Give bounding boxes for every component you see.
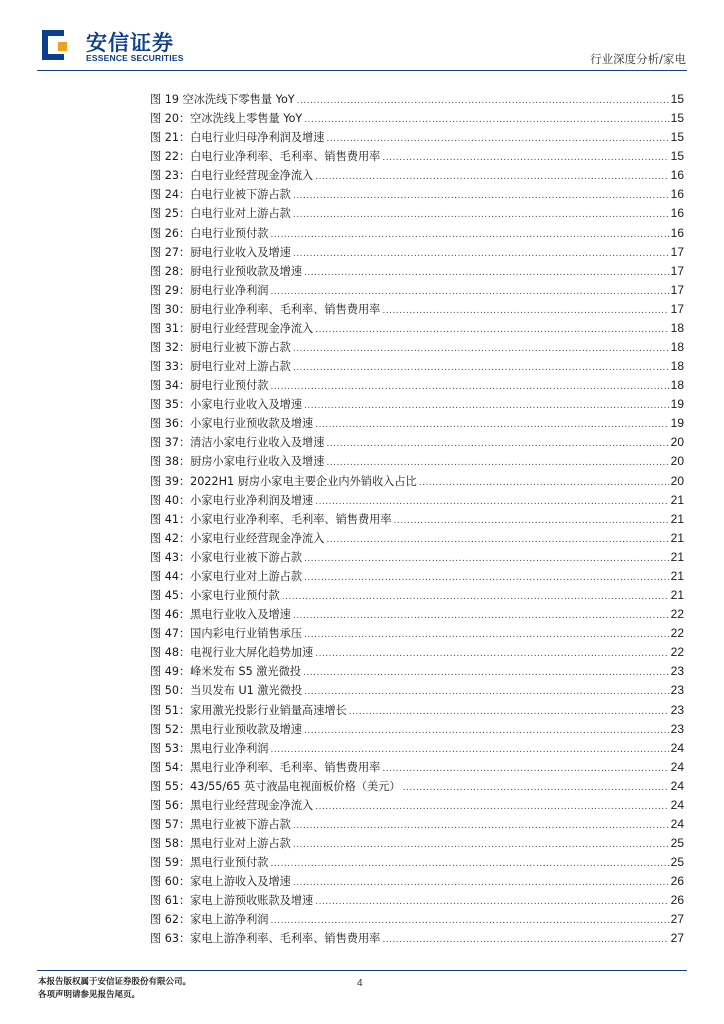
toc-leader-dots: [297, 92, 669, 111]
toc-leader-dots: [382, 302, 668, 321]
toc-entry-page: 19: [670, 416, 684, 431]
toc-entry[interactable]: [150, 338, 684, 357]
footer-divider: [37, 970, 687, 971]
toc-leader-dots: [315, 168, 668, 187]
toc-entry-page: 26: [670, 893, 684, 908]
toc-entry[interactable]: [150, 720, 684, 739]
toc-entry-label: 图 38：厨房小家电行业收入及增速: [150, 455, 325, 469]
toc-entry[interactable]: [150, 758, 684, 777]
toc-entry[interactable]: [150, 681, 684, 700]
toc-entry[interactable]: [150, 224, 684, 243]
toc-entry-page: 27: [670, 912, 684, 927]
toc-entry-page: 16: [670, 206, 684, 221]
toc-entry-page: 20: [670, 435, 684, 450]
toc-entry[interactable]: [150, 662, 684, 681]
toc-entry-label: 图 60：家电上游收入及增速: [150, 875, 291, 889]
toc-entry[interactable]: [150, 281, 684, 300]
toc-entry-label: 图 57：黑电行业被下游占款: [150, 817, 291, 831]
toc-entry-page: 21: [670, 568, 684, 583]
toc-entry-page: 24: [670, 816, 684, 831]
toc-entry-label: 图 42：小家电行业经营现金净流入: [150, 531, 325, 545]
toc-entry[interactable]: [150, 548, 684, 567]
toc-entry-page: 21: [670, 511, 684, 526]
figure-index-list: [150, 90, 684, 949]
toc-entry[interactable]: [150, 510, 684, 529]
toc-entry-label: 图 20：空冰洗线上零售量 YoY: [150, 112, 303, 126]
toc-leader-dots: [315, 645, 668, 664]
toc-entry[interactable]: [150, 300, 684, 319]
toc-entry-page: 24: [670, 778, 684, 793]
toc-entry-label: 图 22：白电行业净利率、毛利率、销售费用率: [150, 150, 381, 164]
toc-leader-dots: [315, 798, 668, 817]
toc-entry-page: 22: [670, 626, 684, 641]
toc-entry-page: 23: [670, 664, 684, 679]
toc-entry[interactable]: [150, 147, 684, 166]
toc-entry-page: 16: [670, 187, 684, 202]
toc-leader-dots: [303, 664, 669, 683]
toc-entry[interactable]: [150, 643, 684, 662]
toc-entry-page: 23: [670, 702, 684, 717]
toc-leader-dots: [282, 588, 669, 607]
toc-entry[interactable]: [150, 796, 684, 815]
toc-entry-label: 图 24：白电行业被下游占款: [150, 188, 291, 202]
logo-english-text: ESSENCE SECURITIES: [86, 53, 184, 63]
toc-entry-label: 图 55：43/55/65 英寸液晶电视面板价格（美元）: [150, 779, 401, 793]
toc-entry-page: 26: [670, 874, 684, 889]
toc-entry[interactable]: [150, 624, 684, 643]
toc-leader-dots: [293, 340, 669, 359]
toc-leader-dots: [326, 435, 668, 454]
toc-entry[interactable]: [150, 128, 684, 147]
toc-entry-label: 图 54：黑电行业净利率、毛利率、销售费用率: [150, 760, 381, 774]
toc-leader-dots: [403, 779, 669, 798]
toc-entry-label: 图 51：家用激光投影行业销量高速增长: [150, 703, 347, 717]
toc-leader-dots: [315, 893, 668, 912]
toc-entry-label: 图 21：白电行业归母净利润及增速: [150, 131, 325, 145]
toc-entry-label: 图 45：小家电行业预付款: [150, 589, 280, 603]
toc-entry-page: 15: [670, 111, 684, 126]
toc-entry[interactable]: [150, 891, 684, 910]
toc-entry-page: 24: [670, 740, 684, 755]
toc-entry[interactable]: [150, 376, 684, 395]
toc-leader-dots: [304, 111, 668, 130]
toc-leader-dots: [419, 474, 669, 493]
toc-entry-page: 21: [670, 549, 684, 564]
toc-entry[interactable]: [150, 204, 684, 223]
company-logo: [40, 28, 184, 68]
toc-entry-label: 图 59：黑电行业预付款: [150, 856, 269, 870]
toc-entry[interactable]: [150, 777, 684, 796]
toc-leader-dots: [304, 626, 669, 645]
toc-entry-label: 图 23：白电行业经营现金净流入: [150, 169, 314, 183]
toc-leader-dots: [293, 836, 669, 855]
toc-leader-dots: [270, 226, 668, 245]
page-header: [0, 0, 724, 72]
toc-entry[interactable]: [150, 433, 684, 452]
toc-entry-page: 15: [670, 92, 684, 106]
toc-entry[interactable]: [150, 853, 684, 872]
toc-entry[interactable]: [150, 815, 684, 834]
toc-leader-dots: [304, 569, 669, 588]
toc-entry-page: 15: [670, 130, 684, 145]
toc-entry[interactable]: [150, 910, 684, 929]
toc-leader-dots: [293, 874, 669, 893]
toc-leader-dots: [304, 722, 669, 741]
toc-entry[interactable]: [150, 262, 684, 281]
toc-entry-page: 17: [670, 301, 684, 316]
toc-leader-dots: [293, 245, 669, 264]
page-number: 4: [357, 978, 363, 989]
toc-entry-label: 图 46：黑电行业收入及增速: [150, 608, 291, 622]
toc-entry-page: 21: [670, 492, 684, 507]
header-divider: [37, 70, 687, 71]
toc-entry-label: 图 52：黑电行业预收款及增速: [150, 722, 303, 736]
toc-entry-page: 20: [670, 473, 684, 488]
toc-leader-dots: [293, 607, 669, 626]
toc-entry-label: 图 28：厨电行业预收款及增速: [150, 264, 303, 278]
toc-entry[interactable]: [150, 701, 684, 720]
toc-entry[interactable]: [150, 586, 684, 605]
footer-disclaimer: [38, 976, 191, 1002]
toc-leader-dots: [270, 378, 668, 397]
toc-entry-label: 图 29：厨电行业净利润: [150, 283, 269, 297]
toc-entry-page: 17: [670, 244, 684, 259]
report-category: 行业深度分析/家电: [590, 52, 686, 66]
toc-entry-page: 17: [670, 263, 684, 278]
toc-entry-page: 19: [670, 397, 684, 412]
toc-entry-label: 图 61：家电上游预收账款及增速: [150, 894, 314, 908]
toc-entry[interactable]: [150, 567, 684, 586]
toc-entry-label: 图 19 空冰洗线下零售量 YoY: [150, 93, 295, 106]
footer-copyright: 本报告版权属于安信证券股份有限公司。: [38, 977, 192, 987]
toc-entry-page: 18: [670, 359, 684, 374]
toc-entry-label: 图 49：峰米发布 S5 激光微投: [150, 665, 301, 679]
toc-leader-dots: [270, 855, 668, 874]
toc-entry-label: 图 34：厨电行业预付款: [150, 379, 269, 393]
toc-entry[interactable]: [150, 357, 684, 376]
toc-leader-dots: [382, 149, 668, 168]
toc-leader-dots: [304, 397, 669, 416]
toc-entry[interactable]: [150, 243, 684, 262]
toc-entry-page: 16: [670, 225, 684, 240]
toc-entry-label: 图 43：小家电行业被下游占款: [150, 550, 303, 564]
toc-entry-page: 21: [670, 588, 684, 603]
toc-entry[interactable]: [150, 319, 684, 338]
toc-leader-dots: [326, 531, 668, 550]
toc-entry-label: 图 33：厨电行业对上游占款: [150, 360, 291, 374]
toc-entry[interactable]: [150, 414, 684, 433]
toc-leader-dots: [293, 187, 669, 206]
toc-leader-dots: [315, 321, 668, 340]
logo-chinese-text: 安信证券: [86, 31, 174, 55]
toc-entry-label: 图 32：厨电行业被下游占款: [150, 341, 291, 355]
toc-leader-dots: [293, 206, 669, 225]
toc-entry-page: 23: [670, 721, 684, 736]
toc-entry-label: 图 40：小家电行业净利润及增速: [150, 493, 314, 507]
footer-notice: 各项声明请参见报告尾页。: [38, 990, 141, 1000]
toc-entry-label: 图 31：厨电行业经营现金净流入: [150, 321, 314, 335]
toc-entry-page: 17: [670, 282, 684, 297]
toc-entry[interactable]: [150, 109, 684, 128]
toc-entry-label: 图 44：小家电行业对上游占款: [150, 569, 303, 583]
toc-entry-label: 图 35：小家电行业收入及增速: [150, 398, 303, 412]
toc-entry-label: 图 36：小家电行业预收款及增速: [150, 417, 314, 431]
toc-entry-page: 27: [670, 931, 684, 946]
toc-entry-page: 18: [670, 320, 684, 335]
toc-entry[interactable]: [150, 605, 684, 624]
toc-entry[interactable]: [150, 929, 684, 948]
toc-entry-page: 16: [670, 168, 684, 183]
toc-entry-page: 24: [670, 759, 684, 774]
toc-entry-page: 21: [670, 530, 684, 545]
toc-entry-label: 图 25：白电行业对上游占款: [150, 207, 291, 221]
toc-entry-page: 25: [670, 855, 684, 870]
toc-entry-label: 图 63：家电上游净利率、毛利率、销售费用率: [150, 932, 381, 946]
toc-entry-page: 23: [670, 683, 684, 698]
toc-entry[interactable]: [150, 395, 684, 414]
toc-entry-label: 图 27：厨电行业收入及增速: [150, 245, 291, 259]
toc-entry[interactable]: [150, 90, 684, 109]
toc-entry-page: 18: [670, 378, 684, 393]
toc-entry-label: 图 50：当贝发布 U1 激光微投: [150, 684, 303, 698]
toc-entry-label: 图 62：家电上游净利润: [150, 913, 269, 927]
toc-entry[interactable]: [150, 452, 684, 471]
toc-entry[interactable]: [150, 529, 684, 548]
toc-leader-dots: [304, 550, 669, 569]
toc-leader-dots: [304, 264, 669, 283]
toc-entry-page: 22: [670, 607, 684, 622]
toc-entry-label: 图 56：黑电行业经营现金净流入: [150, 798, 314, 812]
toc-entry[interactable]: [150, 491, 684, 510]
toc-leader-dots: [349, 703, 669, 722]
toc-leader-dots: [382, 760, 668, 779]
toc-entry-label: 图 39：2022H1 厨房小家电主要企业内外销收入占比: [150, 474, 417, 488]
toc-entry-page: 15: [670, 149, 684, 164]
toc-entry-label: 图 26：白电行业预付款: [150, 226, 269, 240]
toc-entry-page: 25: [670, 836, 684, 851]
toc-entry[interactable]: [150, 739, 684, 758]
toc-entry-label: 图 37：清洁小家电行业收入及增速: [150, 436, 325, 450]
toc-leader-dots: [293, 359, 669, 378]
toc-entry[interactable]: [150, 185, 684, 204]
toc-entry-label: 图 53：黑电行业净利润: [150, 741, 269, 755]
toc-leader-dots: [315, 416, 668, 435]
toc-entry-page: 18: [670, 340, 684, 355]
toc-entry-label: 图 58：黑电行业对上游占款: [150, 837, 291, 851]
toc-entry-page: 20: [670, 454, 684, 469]
toc-entry[interactable]: [150, 472, 684, 491]
toc-entry-label: 图 41：小家电行业净利率、毛利率、销售费用率: [150, 512, 392, 526]
toc-leader-dots: [293, 817, 669, 836]
essence-logo-icon: [40, 28, 76, 62]
toc-entry[interactable]: [150, 166, 684, 185]
toc-entry-page: 24: [670, 797, 684, 812]
toc-entry-label: 图 47：国内彩电行业销售承压: [150, 627, 303, 641]
toc-leader-dots: [304, 683, 669, 702]
toc-leader-dots: [394, 512, 669, 531]
toc-entry-page: 22: [670, 645, 684, 660]
toc-entry-label: 图 30：厨电行业净利率、毛利率、销售费用率: [150, 302, 381, 316]
toc-leader-dots: [382, 931, 668, 950]
toc-entry[interactable]: [150, 834, 684, 853]
toc-entry[interactable]: [150, 872, 684, 891]
toc-entry-label: 图 48：电视行业大屏化趋势加速: [150, 646, 314, 660]
